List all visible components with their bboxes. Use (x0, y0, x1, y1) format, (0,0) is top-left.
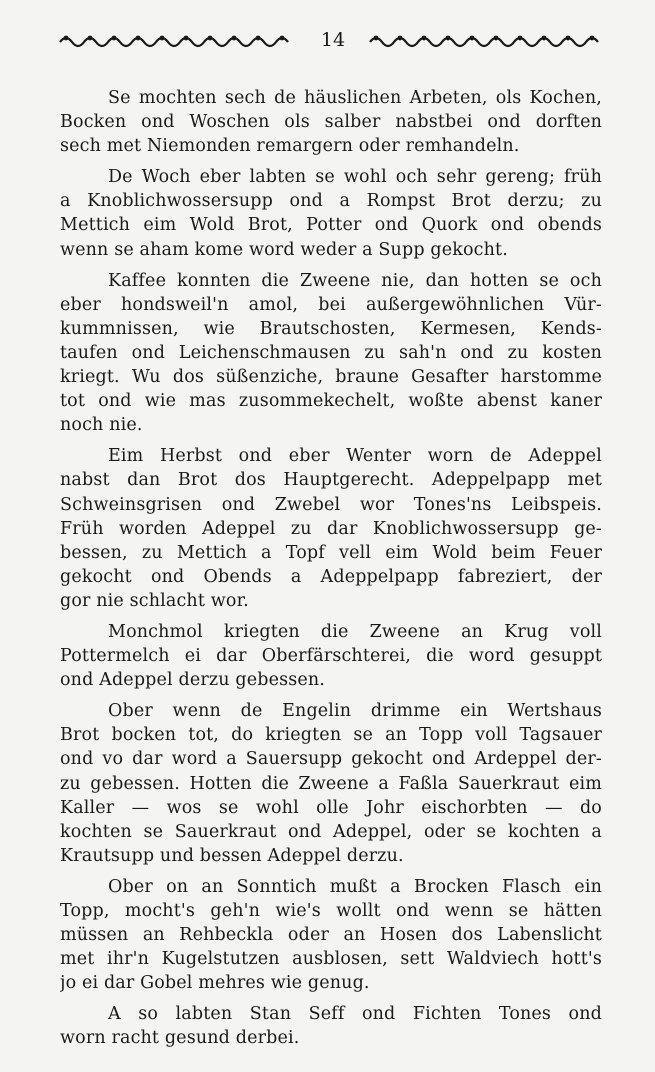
text-line: Ober on an Sonntich mußt a Brocken Flasch ein (108, 876, 602, 897)
text-line: Pottermelch ei dar Oberfärschterei, die word gesuppt (60, 646, 602, 667)
paragraph (60, 444, 602, 613)
text-line: a Knoblichwossersupp ond a Rompst Brot derzu; zu (60, 191, 602, 212)
paragraph (60, 1002, 602, 1050)
text-line: bessen, zu Mettich a Topf vell eim Wold beim Feuer (60, 542, 602, 563)
page-number: 14 (320, 29, 346, 51)
paragraph (60, 699, 602, 868)
text-line: wenn se aham kome word weder a Supp gekocht. (60, 239, 508, 260)
text-line: De Woch eber labten se wohl och sehr gereng; früh (108, 167, 602, 188)
text-line: met ihr'n Kugelstutzen ausblosen, sett Waldviech hott's (60, 949, 602, 970)
text-line: sech met Niemonden remargern oder remhandeln. (60, 136, 520, 157)
text-line: Bocken ond Woschen ols salber nabstbei ond dorften (60, 112, 602, 133)
text-line: ond Adeppel derzu gebessen. (60, 670, 325, 691)
text-line: eber hondsweil'n amol, bei außergewöhnlichen Vür- (60, 294, 602, 315)
text-line: gekocht ond Obends a Adeppelpapp fabreziert, der (60, 566, 602, 587)
paragraph (60, 165, 602, 261)
text-line: tot ond wie mas zusommekechelt, woßte abenst kaner (60, 391, 602, 412)
text-line: nabst dan Brot dos Hauptgerecht. Adeppelpapp met (60, 470, 602, 491)
paragraph (60, 86, 602, 158)
text-line: gor nie schlacht wor. (60, 590, 249, 611)
ornament-right-icon (368, 32, 604, 48)
text-line: A so labten Stan Seff ond Fichten Tones ond (108, 1004, 602, 1025)
text-line: Kaffee konnten die Zweene nie, dan hotten se och (108, 270, 602, 291)
text-line: Se mochten sech de häuslichen Arbeten, ols Kochen, (108, 88, 602, 108)
text-line: Monchmol kriegten die Zweene an Krug voll (108, 621, 602, 642)
page-header (58, 28, 604, 52)
text-line: kummnissen, wie Brautschosten, Kermesen, Kends- (60, 318, 602, 339)
text-line: Ober wenn de Engelin drimme ein Wertshaus (108, 701, 602, 722)
text-line: ond vo dar word a Sauersupp gekocht ond Ardeppel der- (60, 749, 602, 770)
text-line: Krautsupp und bessen Adeppel derzu. (60, 845, 404, 866)
text-line: worn racht gesund derbei. (60, 1028, 300, 1049)
text-line: Kaller — wos se wohl olle Johr eischorbten — do (60, 797, 602, 818)
text-line: kochten se Sauerkraut ond Adeppel, oder se kochten a (60, 821, 602, 842)
body-text (60, 86, 602, 1058)
text-line: jo ei dar Gobel mehres wie genug. (60, 973, 370, 994)
text-line: taufen ond Leichenschmausen zu sah'n ond zu kosten (60, 342, 602, 363)
text-line: kriegt. Wu dos süßenziche, braune Gesafter harstomme (60, 367, 602, 388)
paragraph (60, 875, 602, 995)
paragraph (60, 269, 602, 438)
text-line: Mettich eim Wold Brot, Potter ond Quork ond obends (60, 215, 602, 236)
text-line: Eim Herbst ond eber Wenter worn de Adeppel (108, 446, 602, 467)
text-line: Topp, mocht's geh'n wie's wollt ond wenn se hätten (60, 901, 602, 921)
text-line: Früh worden Adeppel zu dar Knoblichwossersupp ge- (60, 518, 602, 539)
text-line: noch nie. (60, 415, 143, 436)
paragraph (60, 620, 602, 692)
text-line: müssen an Rehbeckla oder an Hosen dos Labenslicht (60, 925, 602, 946)
text-line: Brot bocken tot, do kriegten se an Topp voll Tagsauer (60, 725, 602, 746)
ornament-left-icon (58, 32, 298, 48)
text-line: zu gebessen. Hotten die Zweene a Faßla Sauerkraut eim (60, 773, 602, 794)
text-line: Schweinsgrisen ond Zwebel wor Tones'ns Leibspeis. (60, 494, 602, 515)
